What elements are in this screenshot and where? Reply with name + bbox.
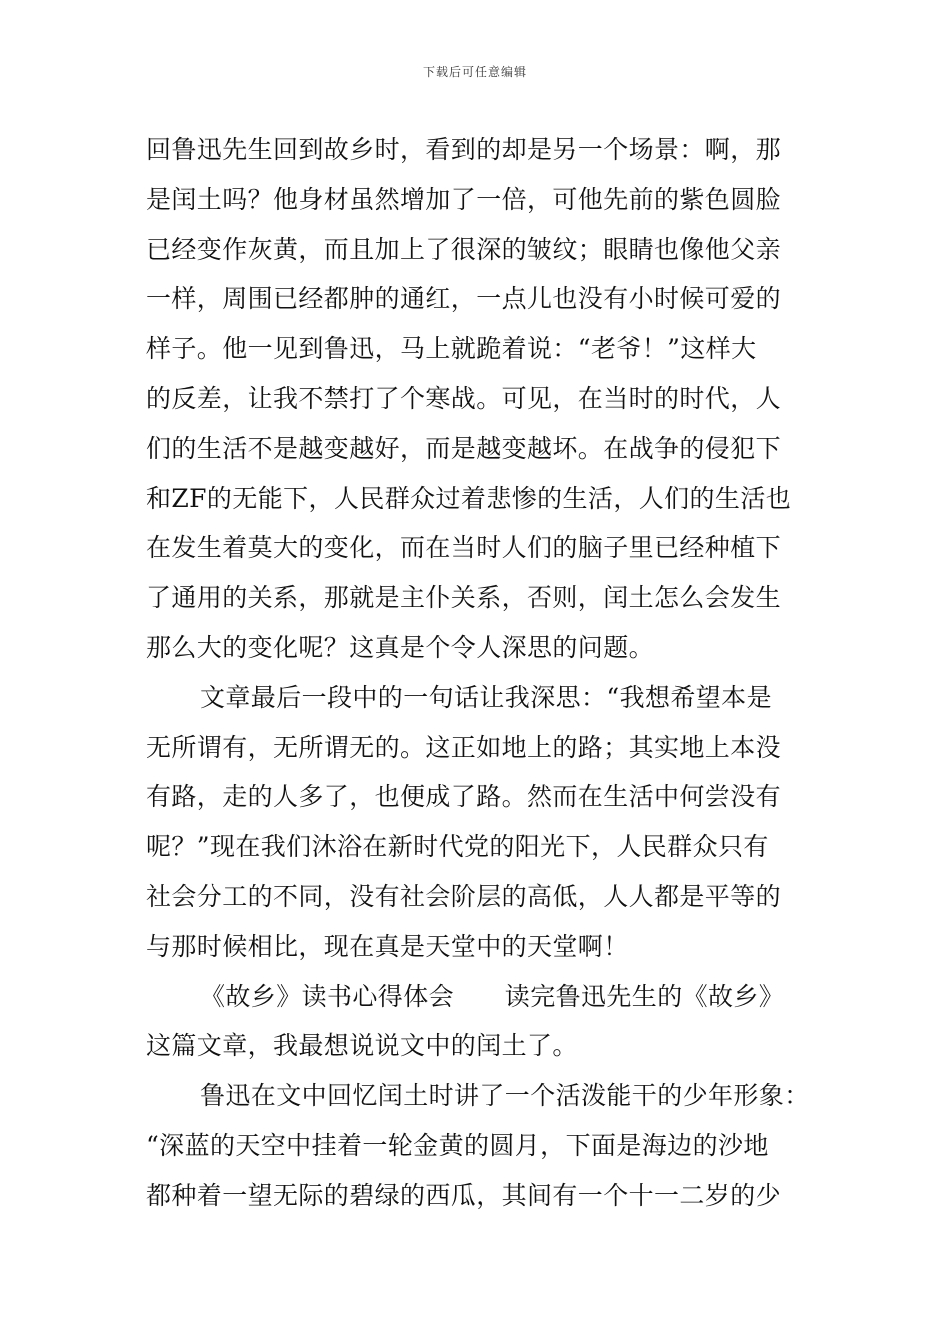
text-line: 《故乡》读书心得体会 读完鲁迅先生的《故乡》 [200,981,785,1011]
text-line: 一样，周围已经都肿的通红，一点儿也没有小时候可爱的 [146,284,782,314]
text-line: 与那时候相比，现在真是天堂中的天堂啊！ [146,931,629,961]
text-line: 在发生着莫大的变化，而在当时人们的脑子里已经种植下 [146,533,782,563]
text-line: 有路，走的人多了，也便成了路。然而在生活中何尝没有 [146,782,782,812]
text-line: 样子。他一见到鲁迅，马上就跪着说：“老爷！”这样大 [146,334,757,364]
text-line: 社会分工的不同，没有社会阶层的高低，人人都是平等的 [146,882,782,911]
text-line: 回鲁迅先生回到故乡时，看到的却是另一个场景：啊，那 [146,135,782,164]
text-line: 鲁迅在文中回忆闰土时讲了一个活泼能干的少年形象： [200,1081,810,1111]
text-line: 是闰土吗？他身材虽然增加了一倍，可他先前的紫色圆脸 [146,184,782,214]
text-line: 的反差，让我不禁打了个寒战。可见，在当时的时代，人 [146,384,782,413]
text-line: 了通用的关系，那就是主仆关系，否则，闰土怎么会发生 [146,583,782,613]
text-line: 无所谓有，无所谓无的。这正如地上的路；其实地上本没 [146,732,782,762]
text-line: “深蓝的天空中挂着一轮金黄的圆月，下面是海边的沙地 [146,1131,769,1160]
text-line: 们的生活不是越变越好，而是越变越坏。在战争的侵犯下 [146,433,782,463]
text-line: 文章最后一段中的一句话让我深思：“我想希望本是 [200,682,772,712]
text-line: 和ZF的无能下，人民群众过着悲惨的生活，人们的生活也 [146,483,792,513]
text-line: 都种着一望无际的碧绿的西瓜，其间有一个十一二岁的少 [146,1180,782,1210]
page-header-note: 下载后可任意编辑 [422,65,527,79]
text-line: 呢？”现在我们沐浴在新时代党的阳光下，人民群众只有 [146,832,769,862]
text-line: 那么大的变化呢？这真是个令人深思的问题。 [146,633,655,662]
text-line: 已经变作灰黄，而且加上了很深的皱纹；眼睛也像他父亲 [146,234,782,264]
text-line: 这篇文章，我最想说说文中的闰土了。 [146,1031,578,1061]
